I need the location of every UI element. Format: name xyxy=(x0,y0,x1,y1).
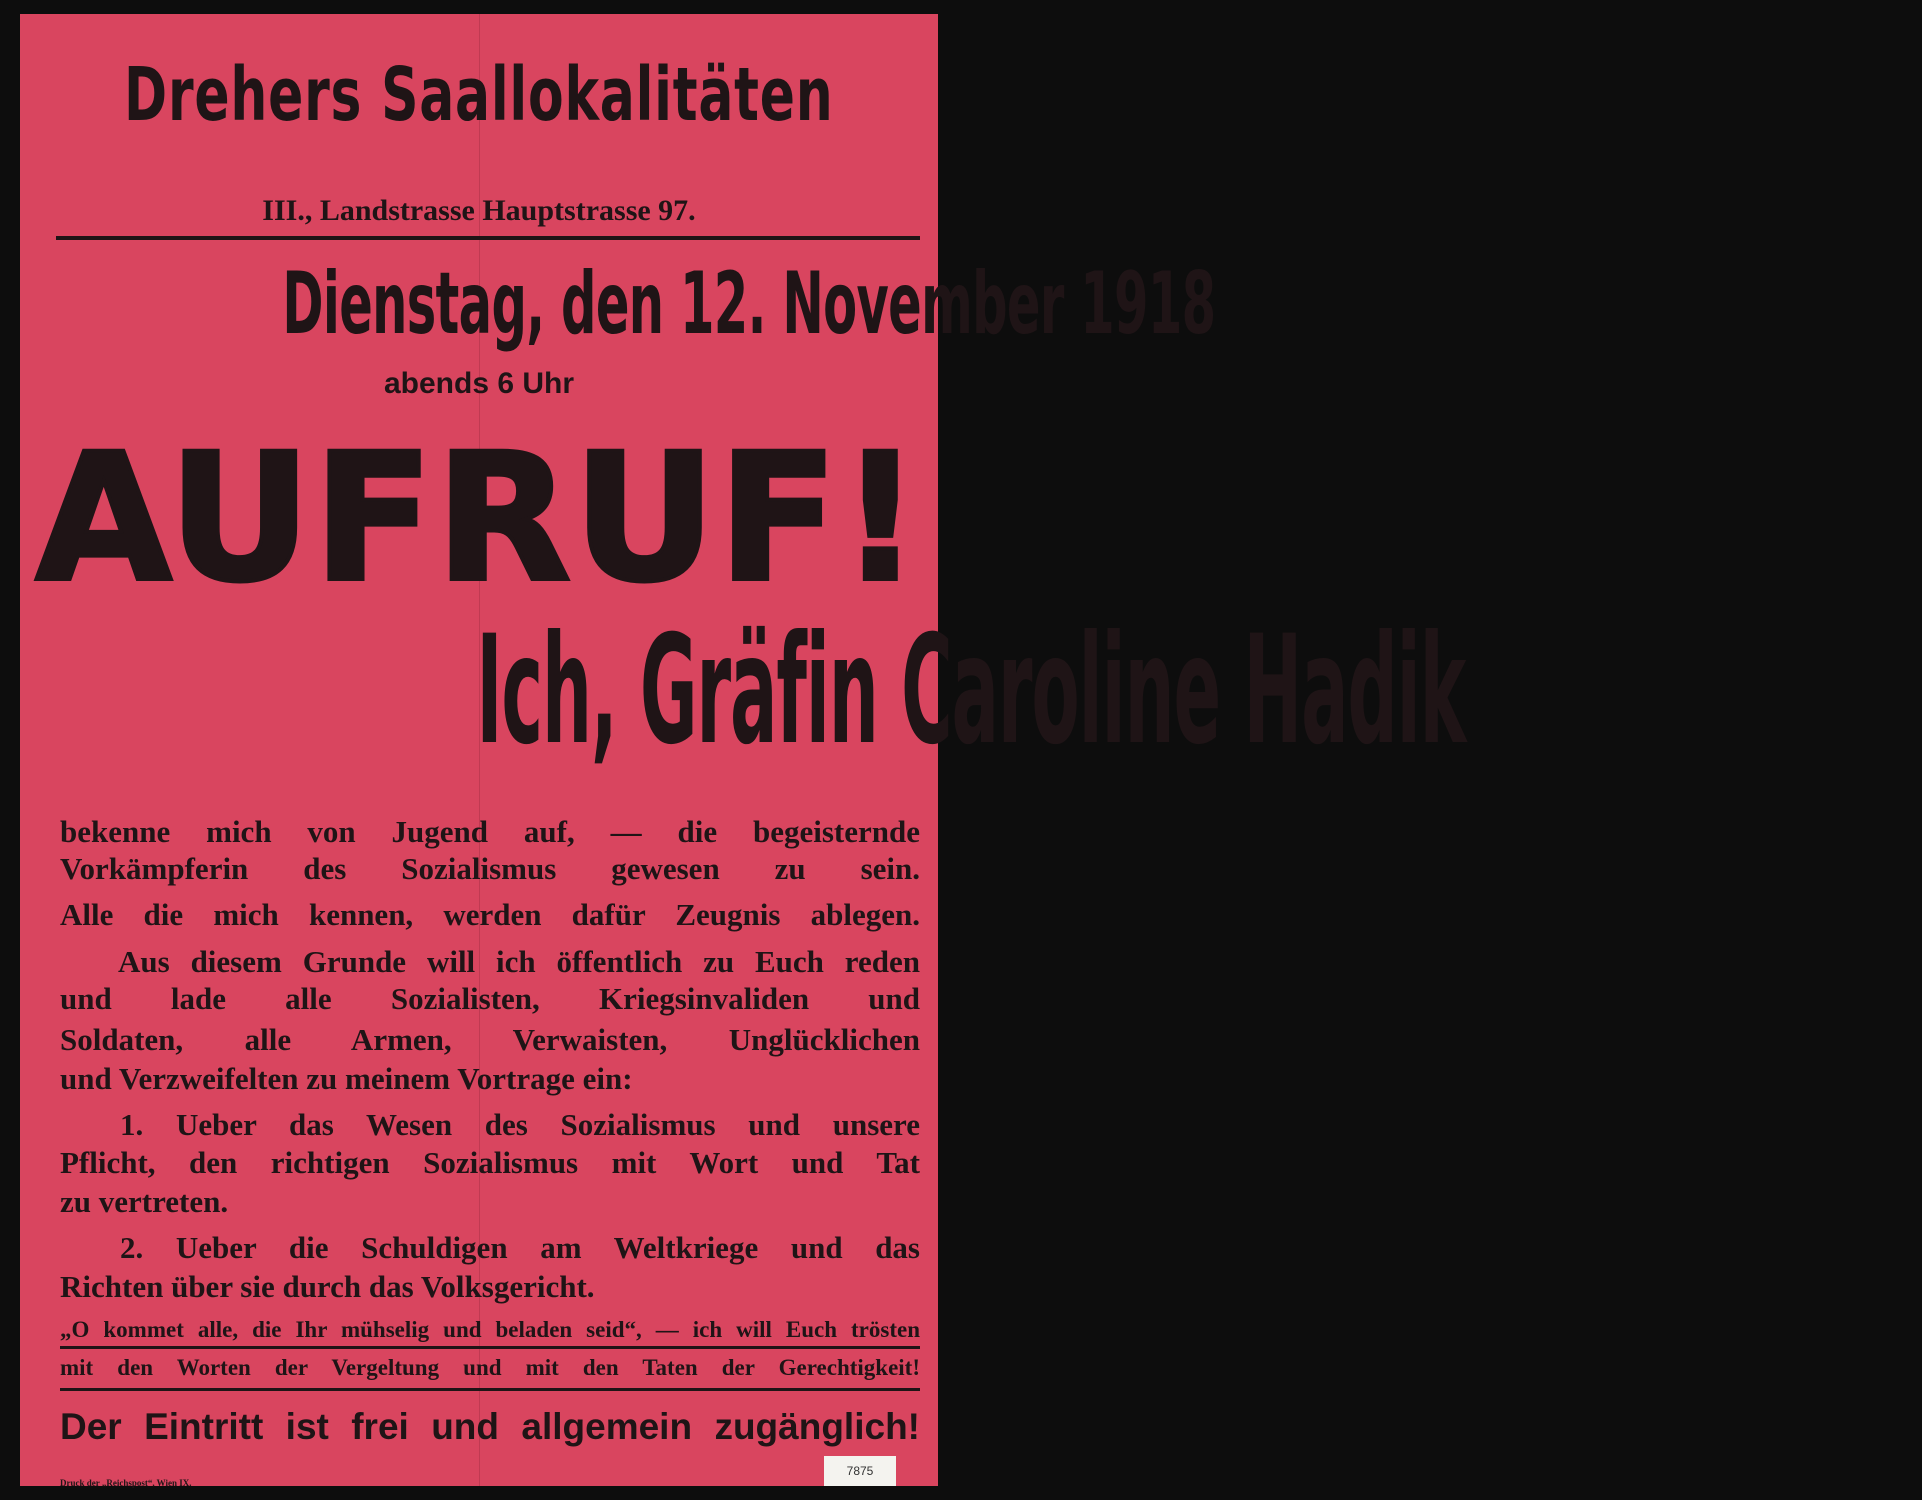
event-time: abends 6 Uhr xyxy=(383,367,575,400)
body-line: Pflicht, den richtigen Sozialismus mit Wort und Tat xyxy=(60,1145,920,1180)
event-date: Dienstag, den 12. November 1918 xyxy=(282,254,1216,354)
body-line: und Verzweifelten zu meinem Vortrage ein: xyxy=(60,1061,633,1096)
body-line: Vorkämpferin des Sozialismus gewesen zu sein. xyxy=(60,851,920,886)
printer-imprint: Druck der „Reichspost“, Wien IX. xyxy=(60,1478,192,1488)
divider-quote xyxy=(60,1346,920,1349)
venue-address: III., Landstrasse Hauptstrasse 97. xyxy=(262,194,696,227)
body-line: Richten über sie durch das Volksgericht. xyxy=(60,1269,595,1304)
archive-number-label: 7875 xyxy=(824,1456,896,1486)
divider-bottom xyxy=(60,1388,920,1391)
speaker-name: Ich, Gräfin Caroline Hadik xyxy=(476,604,1466,778)
body-line: und lade alle Sozialisten, Kriegsinvaliden und xyxy=(60,981,920,1016)
quote-line: „O kommet alle, die Ihr mühselig und beladen seid“, — ich will Euch trösten xyxy=(60,1317,920,1342)
body-line: Aus diesem Grunde will ich öffentlich zu Euch reden xyxy=(118,944,920,979)
venue-heading: Drehers Saallokalitäten xyxy=(124,52,834,138)
body-line: 1. Ueber das Wesen des Sozialismus und unsere xyxy=(120,1107,920,1142)
body-line: zu vertreten. xyxy=(60,1184,229,1219)
appeal-heading: AUFRUF! xyxy=(35,416,923,621)
poster xyxy=(20,14,1466,1488)
divider-top xyxy=(56,236,920,240)
body-line: bekenne mich von Jugend auf, — die begeisternde xyxy=(60,814,920,849)
quote-line: mit den Worten der Vergeltung und mit den Taten der Gerechtigkeit! xyxy=(60,1355,920,1380)
body-line: Soldaten, alle Armen, Verwaisten, Unglücklichen xyxy=(60,1022,920,1057)
body-line: Alle die mich kennen, werden dafür Zeugnis ablegen. xyxy=(60,897,920,932)
body-line: 2. Ueber die Schuldigen am Weltkriege und das xyxy=(120,1230,920,1265)
admission-note: Der Eintritt ist frei und allgemein zugänglich! xyxy=(60,1406,920,1447)
